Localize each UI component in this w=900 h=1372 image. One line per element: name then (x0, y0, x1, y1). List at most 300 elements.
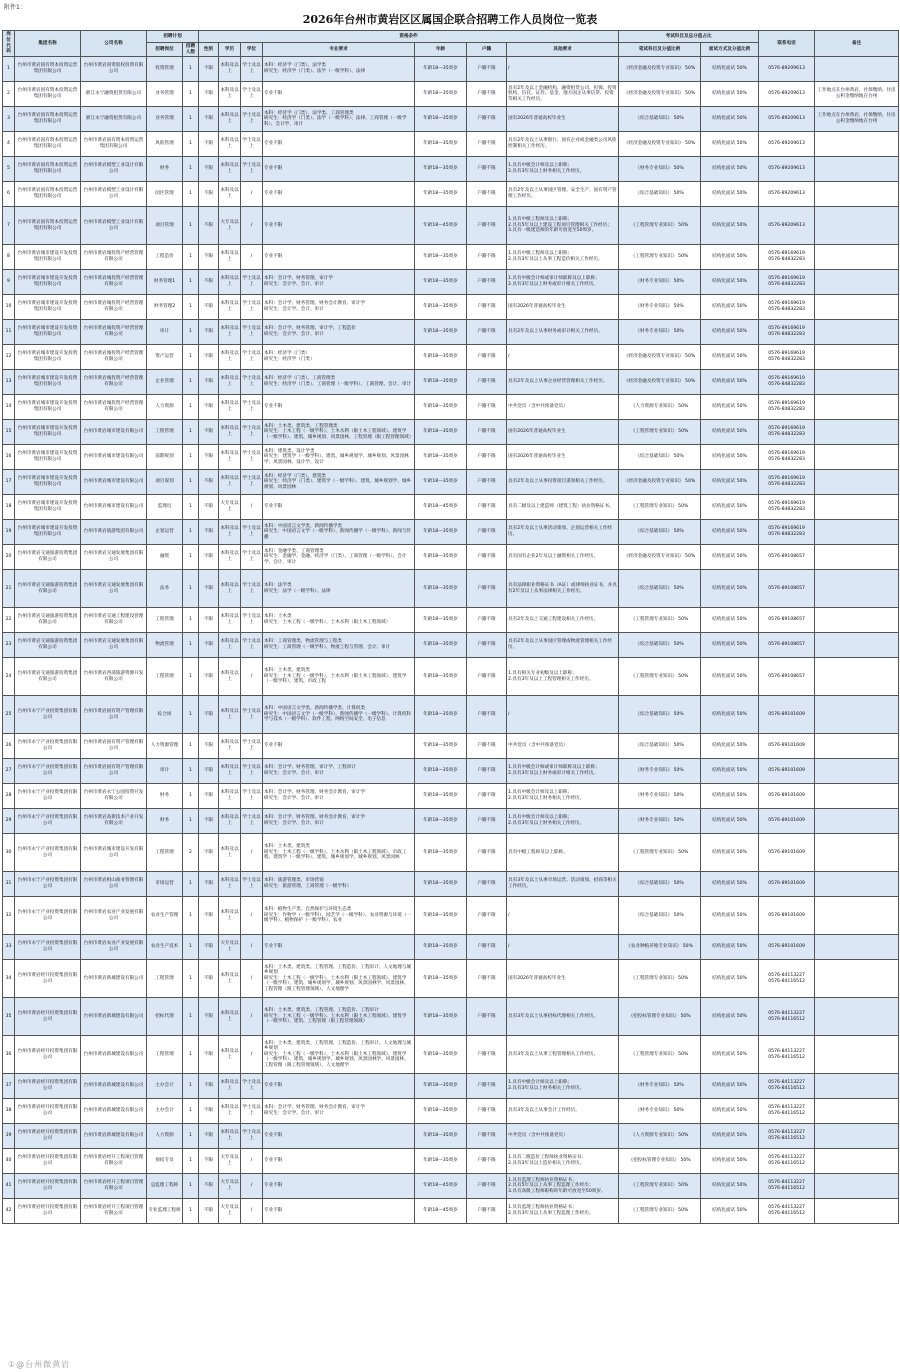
cell-gender: 不限 (199, 1074, 219, 1099)
cell-other: 1.具有中级会计师或审计师职称及以上职称； 2.具有3年及以上财务或审计相关工作经历。 (507, 759, 619, 784)
cell-gender: 不限 (199, 784, 219, 809)
cell-degree: 学士及以上 (241, 545, 263, 570)
cell-written: 《经济金融及投资专业知识》 50% (619, 545, 701, 570)
cell-code: 2 (3, 82, 15, 107)
cell-gender: 不限 (199, 107, 219, 132)
cell-edu: 本科及以上 (219, 608, 241, 633)
cell-degree: 学士及以上 (241, 320, 263, 345)
cell-edu: 大专及以上 (219, 935, 241, 960)
cell-dept: 台州市永宁产业投资集团有限公司 (15, 784, 81, 809)
cell-gender: 不限 (199, 370, 219, 395)
cell-major: 本科：植物生产类、自然保护与环境生态类 研究生：作物学（一级学科）、园艺学（一级学科）、农业资源与环境（一级学科）、植物保护（一级学科）、农业 (263, 897, 415, 935)
cell-interview: 结构化面试 50% (701, 182, 759, 207)
cell-remark (815, 696, 899, 734)
cell-phone: 0576-89101609 (759, 834, 815, 872)
cell-hukou: 户籍不限 (467, 420, 507, 445)
cell-code: 24 (3, 658, 15, 696)
cell-written: 《财务专业知识》 50% (619, 270, 701, 295)
cell-age: 年龄18—35周岁 (415, 345, 467, 370)
cell-gender: 不限 (199, 759, 219, 784)
cell-comp: 台州市黄岩新城建设有限公司 (81, 1074, 147, 1099)
cell-remark (815, 207, 899, 245)
cell-phone: 0576-89169619 0576-84832283 (759, 395, 815, 420)
cell-remark (815, 872, 899, 897)
cell-comp: 台州市黄岩交通发展集团有限公司 (81, 545, 147, 570)
cell-code: 22 (3, 608, 15, 633)
cell-edu: 本科及以上 (219, 696, 241, 734)
cell-degree: / (241, 1174, 263, 1199)
table-header (3, 31, 899, 57)
cell-age: 年龄18—35周岁 (415, 570, 467, 608)
cell-remark (815, 759, 899, 784)
cell-other: 国有2026年普通高校毕业生 (507, 960, 619, 998)
cell-edu: 本科及以上 (219, 734, 241, 759)
cell-other: 具有2年及以上从事财务或审计相关工作经历。 (507, 320, 619, 345)
cell-phone: 0576-89209613 (759, 107, 815, 132)
cell-other: 具有二级及以上建造师（建筑工程）执业资格证书。 (507, 495, 619, 520)
cell-edu: 大专及以上 (219, 1199, 241, 1224)
cell-phone: 0576-89108657 (759, 658, 815, 696)
cell-dept: 台州市黄岩经开投资集团有限公司 (15, 960, 81, 998)
cell-hukou: 户籍不限 (467, 207, 507, 245)
cell-phone: 0576-84113227 0576-84116512 (759, 1099, 815, 1124)
cell-major: 本科：土木类、建筑类 研究生：土木工程（一级学科）、土木水利（限土木工程领域）、市政工程、建筑学（一级学科）、建筑、城乡规划学、城乡规划、风景园林 (263, 834, 415, 872)
cell-written: 《工程管理专业知识》 50% (619, 245, 701, 270)
cell-edu: 大专及以上 (219, 495, 241, 520)
cell-hukou: 户籍不限 (467, 935, 507, 960)
cell-code: 21 (3, 570, 15, 608)
cell-hukou: 户籍不限 (467, 345, 507, 370)
cell-hukou: 户籍不限 (467, 395, 507, 420)
cell-comp: 台州市黄岩城投资产经营管理有限公司 (81, 395, 147, 420)
cell-gender: 不限 (199, 633, 219, 658)
cell-edu: 本科及以上 (219, 1074, 241, 1099)
cell-remark (815, 345, 899, 370)
cell-dept: 台州市永宁产业投资集团有限公司 (15, 734, 81, 759)
cell-interview: 结构化面试 50% (701, 207, 759, 245)
cell-interview: 结构化面试 50% (701, 960, 759, 998)
cell-remark: 工作地点在台州黄岩，社保缴纳、住房公积金缴纳地在台州 (815, 107, 899, 132)
cell-post: 企业管理 (147, 370, 183, 395)
cell-num: 1 (183, 295, 199, 320)
cell-gender: 不限 (199, 658, 219, 696)
cell-post: 人力资源 (147, 395, 183, 420)
cell-interview: 结构化面试 50% (701, 57, 759, 82)
cell-num: 1 (183, 935, 199, 960)
cell-written: 《财务专业知识》 50% (619, 157, 701, 182)
cell-phone: 0576-84113227 0576-84116512 (759, 960, 815, 998)
cell-gender: 不限 (199, 345, 219, 370)
cell-degree: 学士及以上 (241, 696, 263, 734)
table-row (3, 734, 899, 759)
cell-interview: 结构化面试 50% (701, 998, 759, 1036)
cell-major: 本科：经济学（门类）、法学类 研究生：经济学（门类）、法学（一级学科）、法律 (263, 57, 415, 82)
cell-code: 9 (3, 270, 15, 295)
cell-other: 具有2年及以上从事银行、国有企业或金融类公司风险控制相关工作经历。 (507, 132, 619, 157)
cell-degree: 学士及以上 (241, 370, 263, 395)
header-degree: 学位 (241, 43, 263, 57)
cell-interview: 结构化面试 50% (701, 1074, 759, 1099)
cell-edu: 本科及以上 (219, 897, 241, 935)
cell-post: 工程管理 (147, 834, 183, 872)
cell-other: 具有2年及以上从事园区管理或物流管理相关工作经历。 (507, 633, 619, 658)
cell-remark (815, 608, 899, 633)
cell-num: 1 (183, 960, 199, 998)
cell-interview: 结构化面试 50% (701, 658, 759, 696)
cell-age: 年龄18—35周岁 (415, 270, 467, 295)
cell-remark (815, 1124, 899, 1149)
cell-hukou: 户籍不限 (467, 1074, 507, 1099)
cell-major: 专业不限 (263, 395, 415, 420)
table-row (3, 1074, 899, 1099)
cell-major: 专业不限 (263, 182, 415, 207)
cell-code: 20 (3, 545, 15, 570)
cell-remark (815, 132, 899, 157)
cell-num: 1 (183, 1174, 199, 1199)
cell-major: 本科：经济学（门类）、工商管理类 研究生：经济学（门类）、工商管理（一级学科）、工商管理、会计、审计 (263, 370, 415, 395)
cell-gender: 不限 (199, 998, 219, 1036)
cell-age: 年龄18—35周岁 (415, 245, 467, 270)
cell-num: 1 (183, 734, 199, 759)
table-row (3, 157, 899, 182)
cell-edu: 本科及以上 (219, 107, 241, 132)
cell-num: 1 (183, 157, 199, 182)
cell-written: 《经济金融及投资专业知识》 50% (619, 470, 701, 495)
cell-other: 具有3年及以上从事市场运营、活动策划、招商等相关工作经历。 (507, 872, 619, 897)
cell-code: 29 (3, 809, 15, 834)
table-row (3, 1036, 899, 1074)
cell-major: 本科：会计学、财务管理、财务会计教育、审计学 研究生：会计学、会计、审计 (263, 784, 415, 809)
cell-phone: 0576-89209613 (759, 57, 815, 82)
table-row (3, 270, 899, 295)
cell-post: 主办会计 (147, 1074, 183, 1099)
cell-major: 本科：建筑类、设计学类 研究生：建筑学（一级学科）、建筑、城乡规划学、城乡规划、风景园林学、风景园林、设计学、设计 (263, 445, 415, 470)
cell-major: 专业不限 (263, 495, 415, 520)
cell-major: 专业不限 (263, 82, 415, 107)
cell-post: 财务 (147, 157, 183, 182)
cell-interview: 结构化面试 50% (701, 495, 759, 520)
table-row (3, 395, 899, 420)
cell-comp: 台州市黄岩城投资产经营管理有限公司 (81, 370, 147, 395)
cell-written: 《工程管理专业知识》 50% (619, 420, 701, 445)
cell-remark (815, 545, 899, 570)
table-row (3, 608, 899, 633)
cell-phone: 0576-89169619 0576-84832283 (759, 445, 815, 470)
cell-written: 《综合基础知识》 50% (619, 633, 701, 658)
cell-major: 本科：经济学（门类） 研究生：经济学（门类） (263, 345, 415, 370)
cell-edu: 本科及以上 (219, 784, 241, 809)
cell-hukou: 户籍不限 (467, 470, 507, 495)
cell-interview: 结构化面试 50% (701, 1149, 759, 1174)
cell-major: 本科：土木类、建筑类、工程管理、工程造价、工程审计 研究生：土木工程（一级学科）、土木水利（限土木工程领域）、建筑学（一级学科）、建筑、工程管理（限工程管理领域） (263, 998, 415, 1036)
cell-gender: 不限 (199, 1149, 219, 1174)
cell-gender: 不限 (199, 696, 219, 734)
cell-comp: 台州市黄岩城市建设有限公司 (81, 420, 147, 445)
cell-remark (815, 897, 899, 935)
cell-comp: 台州市黄岩新城建设有限公司 (81, 998, 147, 1036)
cell-written: 《工程管理专业知识》 50% (619, 1036, 701, 1074)
table-row (3, 520, 899, 545)
cell-hukou: 户籍不限 (467, 157, 507, 182)
cell-dept: 台州市黄岩经开投资集团有限公司 (15, 1036, 81, 1074)
cell-age: 年龄18—35周岁 (415, 608, 467, 633)
cell-edu: 本科及以上 (219, 157, 241, 182)
cell-phone: 0576-84113227 0576-84116512 (759, 1174, 815, 1199)
cell-remark (815, 520, 899, 545)
cell-hukou: 户籍不限 (467, 960, 507, 998)
table-row (3, 658, 899, 696)
cell-written: 《工程管理专业知识》 50% (619, 608, 701, 633)
cell-other: 具有法律职业资格证书（A证）或律师执业证书，并具有2年及以上从事法律相关工作经历。 (507, 570, 619, 608)
cell-gender: 不限 (199, 132, 219, 157)
cell-other: 1.具有中级会计师及以上职称； 2.具有3年及以上财务相关工作经历。 (507, 1074, 619, 1099)
table-row (3, 207, 899, 245)
cell-other: 1.具有监理工程师执业资格证书； 2.具有5年及以上从事工程监理工作经历； 3.具有高级工程师职称的年龄可放宽至50周岁。 (507, 1174, 619, 1199)
cell-other: / (507, 897, 619, 935)
cell-hukou: 户籍不限 (467, 82, 507, 107)
cell-num: 1 (183, 633, 199, 658)
cell-comp: 浙江永宁融资租赁有限公司 (81, 107, 147, 132)
cell-gender: 不限 (199, 935, 219, 960)
cell-interview: 结构化面试 50% (701, 570, 759, 608)
cell-phone: 0576-89101609 (759, 784, 815, 809)
cell-major: 本科：会计学、财务管理、财务会计教育、审计学 研究生：会计学、会计、审计 (263, 1099, 415, 1124)
cell-dept: 台州市黄岩经开投资集团有限公司 (15, 1174, 81, 1199)
cell-comp: 台州市黄岩高新技术产业开发有限公司 (81, 809, 147, 834)
cell-degree: 学士及以上 (241, 1074, 263, 1099)
cell-interview: 结构化面试 50% (701, 872, 759, 897)
table-row (3, 107, 899, 132)
cell-gender: 不限 (199, 520, 219, 545)
cell-major: 本科：旅游管理类、市场营销 研究生：旅游管理、工商管理（一级学科） (263, 872, 415, 897)
table-row (3, 960, 899, 998)
cell-edu: 本科及以上 (219, 1124, 241, 1149)
cell-written: 《招投标管理专业知识》 50% (619, 998, 701, 1036)
cell-remark (815, 935, 899, 960)
cell-major: 专业不限 (263, 132, 415, 157)
cell-degree: 学士及以上 (241, 345, 263, 370)
header-written: 笔试科目及分值比例 (619, 43, 701, 57)
cell-post: 业务管理 (147, 82, 183, 107)
cell-degree: 学士及以上 (241, 132, 263, 157)
cell-age: 年龄18—35周岁 (415, 470, 467, 495)
cell-written: 《综合基础知识》 50% (619, 897, 701, 935)
cell-major: 专业不限 (263, 1174, 415, 1199)
cell-age: 年龄18—35周岁 (415, 445, 467, 470)
cell-remark (815, 445, 899, 470)
table-row (3, 1149, 899, 1174)
cell-other: 具有国有企业2年及以上融资相关工作经历。 (507, 545, 619, 570)
cell-phone: 0576-84113227 0576-84116512 (759, 1149, 815, 1174)
table-row (3, 545, 899, 570)
cell-num: 1 (183, 370, 199, 395)
cell-dept: 台州市黄岩经开投资集团有限公司 (15, 1149, 81, 1174)
cell-degree: 学士及以上 (241, 57, 263, 82)
cell-major: 本科：土木类、建筑类、工程管理、工程造价、工程审计、人文地理与城乡规划 研究生：土木工程（一级学科）、土木水利（限土木工程领域）、建筑学（一级学科）、建筑、城乡规划学、城乡规划、风景园林学、风景园林、工程管理（限工程管理领域）、人文地理学 (263, 960, 415, 998)
cell-post: 资产运营 (147, 345, 183, 370)
cell-other: 具有2年及以上从事园区管理、安全生产、国有资产管理工作经历。 (507, 182, 619, 207)
cell-num: 1 (183, 897, 199, 935)
header-major: 专业要求 (263, 43, 415, 57)
cell-gender: 不限 (199, 245, 219, 270)
cell-hukou: 户籍不限 (467, 696, 507, 734)
cell-gender: 不限 (199, 570, 219, 608)
cell-dept: 台州市黄岩国有资本投资运营集团有限公司 (15, 182, 81, 207)
cell-remark (815, 960, 899, 998)
cell-hukou: 户籍不限 (467, 1199, 507, 1224)
cell-edu: 本科及以上 (219, 270, 241, 295)
cell-num: 1 (183, 658, 199, 696)
cell-other: 1.具有中级会计师及以上职称； 2.具有3年及以上财务相关工作经历。 (507, 809, 619, 834)
cell-post: 投资管理 (147, 57, 183, 82)
cell-code: 31 (3, 872, 15, 897)
header-edu: 学历 (219, 43, 241, 57)
cell-major: 专业不限 (263, 1199, 415, 1224)
cell-gender: 不限 (199, 420, 219, 445)
cell-edu: 大专及以上 (219, 207, 241, 245)
cell-age: 年龄18—35周岁 (415, 872, 467, 897)
cell-dept: 台州市黄岩城市建设开发投资集团有限公司 (15, 445, 81, 470)
cell-major: 本科：经济学（门类）、建筑类 研究生：经济学（门类）、建筑学（一级学科）、建筑、城乡规划学、城乡规划、风景园林 (263, 470, 415, 495)
cell-dept: 台州市黄岩城市建设开发投资集团有限公司 (15, 295, 81, 320)
cell-comp: 台州市黄岩交通工程建设管理有限公司 (81, 608, 147, 633)
cell-major: 专业不限 (263, 245, 415, 270)
cell-degree: 学士及以上 (241, 633, 263, 658)
cell-other: 1.具有中级会计师及以上职称； 2.具有3年及以上财务相关工作经历。 (507, 157, 619, 182)
cell-post: 监理员 (147, 495, 183, 520)
cell-hukou: 户籍不限 (467, 545, 507, 570)
cell-gender: 不限 (199, 897, 219, 935)
cell-age: 年龄18—45周岁 (415, 1174, 467, 1199)
cell-num: 1 (183, 207, 199, 245)
cell-hukou: 户籍不限 (467, 1149, 507, 1174)
cell-degree: 学士及以上 (241, 520, 263, 545)
cell-edu: 本科及以上 (219, 633, 241, 658)
cell-phone: 0576-89108657 (759, 633, 815, 658)
cell-comp: 台州市黄岩新城建设有限公司 (81, 1124, 147, 1149)
cell-comp: 台州市黄岩国有资产管理有限公司 (81, 734, 147, 759)
cell-code: 25 (3, 696, 15, 734)
cell-degree: / (241, 207, 263, 245)
cell-degree: / (241, 1199, 263, 1224)
cell-dept: 台州市黄岩国有资本投资运营集团有限公司 (15, 157, 81, 182)
cell-age: 年龄18—35周岁 (415, 182, 467, 207)
cell-dept: 台州市黄岩国有资本投资运营集团有限公司 (15, 132, 81, 157)
cell-dept: 台州市黄岩交通旅游投资集团有限公司 (15, 633, 81, 658)
cell-age: 年龄18—45周岁 (415, 495, 467, 520)
cell-num: 1 (183, 182, 199, 207)
cell-written: 《工程管理专业知识》 50% (619, 495, 701, 520)
cell-gender: 不限 (199, 157, 219, 182)
cell-gender: 不限 (199, 395, 219, 420)
cell-gender: 不限 (199, 608, 219, 633)
cell-other: 中共党员（含中共预备党员） (507, 1124, 619, 1149)
cell-remark (815, 495, 899, 520)
cell-other: / (507, 696, 619, 734)
cell-hukou: 户籍不限 (467, 107, 507, 132)
cell-edu: 本科及以上 (219, 345, 241, 370)
cell-edu: 本科及以上 (219, 960, 241, 998)
cell-written: 《经济金融及投资专业知识》 50% (619, 345, 701, 370)
cell-written: 《财务专业知识》 50% (619, 295, 701, 320)
cell-degree: 学士及以上 (241, 295, 263, 320)
cell-code: 17 (3, 470, 15, 495)
cell-hukou: 户籍不限 (467, 759, 507, 784)
cell-other: 国有2026年普通高校毕业生 (507, 420, 619, 445)
cell-written: 《招投标管理专业知识》 50% (619, 1149, 701, 1174)
cell-other: / (507, 345, 619, 370)
cell-age: 年龄18—35周岁 (415, 420, 467, 445)
cell-remark (815, 57, 899, 82)
cell-interview: 结构化面试 50% (701, 270, 759, 295)
cell-gender: 不限 (199, 182, 219, 207)
cell-dept: 台州市永宁产业投资集团有限公司 (15, 759, 81, 784)
cell-remark (815, 1074, 899, 1099)
cell-phone: 0576-89169619 0576-84832283 (759, 520, 815, 545)
table-row (3, 935, 899, 960)
cell-phone: 0576-89101609 (759, 935, 815, 960)
cell-other: 具有2年及以上金融机构、融资租赁公司、担保、投资机构、信托、证券、基金、地方国企从事信贷、投资等相关工作经历。 (507, 82, 619, 107)
cell-degree: 学士及以上 (241, 608, 263, 633)
cell-other: 具有中级工程师及以上职称。 (507, 834, 619, 872)
cell-written: 《综合基础知识》 50% (619, 872, 701, 897)
cell-remark (815, 633, 899, 658)
cell-post: 农业生产技术 (147, 935, 183, 960)
cell-major: 专业不限 (263, 157, 415, 182)
cell-interview: 结构化面试 50% (701, 734, 759, 759)
cell-remark (815, 734, 899, 759)
cell-comp: 台州市黄岩新城建设有限公司 (81, 1099, 147, 1124)
cell-major: 专业不限 (263, 935, 415, 960)
cell-hukou: 户籍不限 (467, 270, 507, 295)
cell-degree: / (241, 1149, 263, 1174)
cell-comp: 台州市黄岩农业产业发展有限公司 (81, 935, 147, 960)
cell-degree: 学士及以上 (241, 1124, 263, 1149)
cell-remark (815, 658, 899, 696)
cell-phone: 0576-89108657 (759, 608, 815, 633)
cell-hukou: 户籍不限 (467, 370, 507, 395)
cell-other: 具有2年及以上从事投资项目谋划相关工作经历。 (507, 470, 619, 495)
cell-degree: / (241, 897, 263, 935)
cell-interview: 结构化面试 50% (701, 633, 759, 658)
cell-gender: 不限 (199, 320, 219, 345)
table-row (3, 633, 899, 658)
cell-code: 4 (3, 132, 15, 157)
cell-phone: 0576-89169619 0576-84832283 (759, 295, 815, 320)
cell-phone: 0576-89169619 0576-84832283 (759, 345, 815, 370)
cell-code: 1 (3, 57, 15, 82)
cell-post: 总监理工程师 (147, 1174, 183, 1199)
cell-written: 《经济金融及投资专业知识》 50% (619, 82, 701, 107)
cell-remark (815, 809, 899, 834)
cell-degree: / (241, 658, 263, 696)
cell-remark (815, 784, 899, 809)
cell-phone: 0576-89169619 0576-84832283 (759, 495, 815, 520)
cell-num: 1 (183, 445, 199, 470)
cell-major: 本科：会计学、财务管理、财务会计教育、审计学 研究生：会计学、会计、审计 (263, 295, 415, 320)
cell-dept: 台州市黄岩经开投资集团有限公司 (15, 1074, 81, 1099)
cell-remark (815, 270, 899, 295)
cell-code: 38 (3, 1099, 15, 1124)
cell-edu: 本科及以上 (219, 809, 241, 834)
cell-remark (815, 1036, 899, 1074)
cell-major: 本科：金融学类、工商管理类 研究生：金融学、金融、经济学（门类）、工商管理（一级学科）、会计学、会计、审计 (263, 545, 415, 570)
cell-interview: 结构化面试 50% (701, 784, 759, 809)
cell-num: 1 (183, 1124, 199, 1149)
cell-dept: 台州市永宁产业投资集团有限公司 (15, 809, 81, 834)
cell-age: 年龄18—35周岁 (415, 998, 467, 1036)
cell-degree: 学士及以上 (241, 470, 263, 495)
